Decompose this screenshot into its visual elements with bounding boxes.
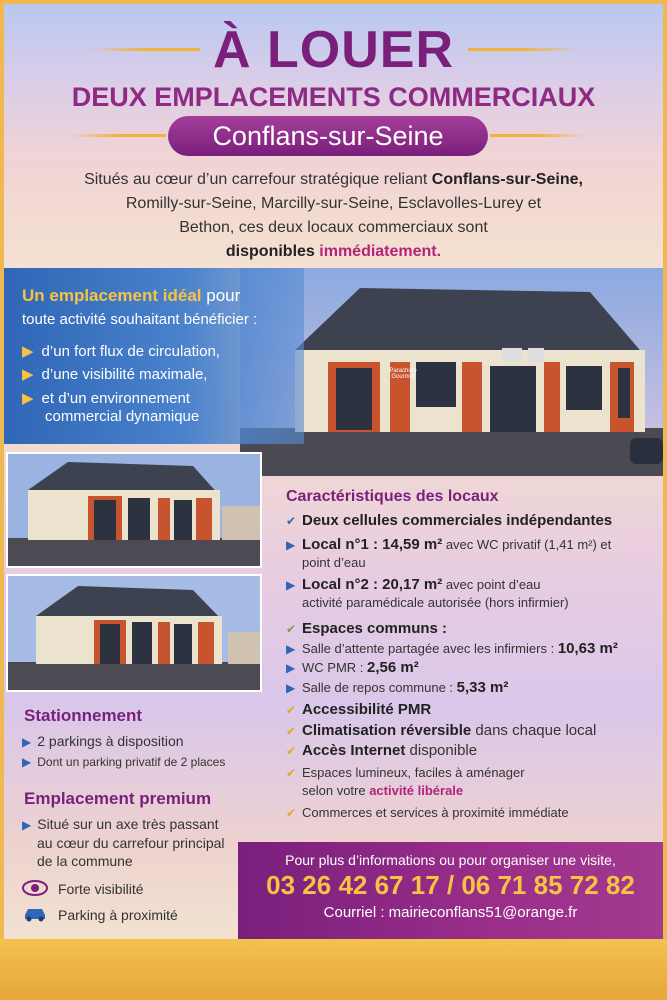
contact-email[interactable]: Courriel : mairieconflans51@orange.fr [323, 904, 578, 921]
premium-line1: Situé sur un axe très passant [37, 816, 219, 832]
feature-clim [286, 722, 646, 740]
eye-icon [22, 880, 48, 900]
local1-bold: Local n°1 : 14,59 m² [302, 536, 443, 553]
clim-rest: dans chaque local [471, 722, 597, 739]
feature-cells [286, 512, 646, 530]
arrow-icon: ▶ [286, 578, 296, 592]
poster-title: À LOUER [213, 21, 454, 79]
check-icon: ✔ [286, 806, 297, 820]
town-rule-left [70, 134, 166, 137]
intro-line1b: Conflans-sur-Seine, [431, 171, 583, 188]
ideal-item-3 [22, 390, 190, 408]
feature-cells-text: Deux cellules commerciales indépendantes [302, 512, 613, 529]
local2-line2: activité paramédicale autorisée (hors infirmier) [302, 595, 569, 610]
check-icon: ✔ [286, 724, 297, 738]
visibility-text: Forte visibilité [58, 881, 144, 897]
arrow-icon: ▶ [22, 343, 34, 360]
premium-heading: Emplacement premium [24, 789, 212, 808]
light2a: selon votre [302, 783, 370, 798]
premium-text [22, 815, 225, 870]
poster-subtitle: DEUX EMPLACEMENTS COMMERCIAUX [71, 82, 596, 112]
feature-services [286, 804, 646, 822]
arrow-icon: ▶ [286, 661, 296, 675]
feature-common [286, 620, 646, 638]
features-heading: Caractéristiques des locaux [286, 488, 499, 505]
arrow-icon: ▶ [286, 642, 296, 656]
town-badge: Conflans-sur-Seine [168, 116, 488, 156]
feature-internet [286, 742, 646, 760]
intro-line3: Bethon, ces deux locaux commerciaux sont [179, 219, 488, 236]
local1-rest: avec WC privatif (1,41 m²) et [442, 537, 612, 552]
net-rest: disponible [405, 742, 478, 759]
intro-line2: Romilly-sur-Seine, Marcilly-sur-Seine, Esclavolles-Lurey et [125, 195, 542, 212]
ideal-item-2 [22, 366, 207, 384]
intro-text [40, 168, 627, 264]
ideal-heading-rest: pour [201, 286, 241, 305]
check-icon: ✔ [286, 514, 297, 528]
premium-parking [22, 906, 178, 926]
premium-visibility [22, 880, 144, 900]
premium-line2: au cœur du carrefour principal [37, 835, 225, 851]
common3-value: 5,33 m² [456, 679, 509, 696]
local2-rest: avec point d’eau [442, 577, 541, 592]
frame-bottom [0, 939, 667, 1000]
feature-local1 [286, 536, 646, 572]
arrow-icon: ▶ [22, 735, 32, 749]
common-2 [286, 659, 646, 677]
contact-line1: Pour plus d’informations ou pour organiser une visite, [285, 852, 616, 868]
feature-local2 [286, 576, 646, 612]
ideal-item-2-text: d’une visibilité maximale, [41, 366, 208, 383]
local2-bold: Local n°2 : 20,17 m² [302, 576, 443, 593]
arrow-icon: ▶ [22, 390, 34, 407]
feature-pmr [286, 701, 646, 719]
common2-value: 2,56 m² [367, 659, 419, 676]
common-3 [286, 679, 646, 697]
parking-item-1-text: 2 parkings à disposition [37, 733, 184, 749]
arrow-icon: ▶ [286, 681, 296, 695]
arrow-icon: ▶ [286, 538, 296, 552]
parking-item-1 [22, 732, 184, 751]
arrow-icon: ▶ [22, 366, 34, 383]
common1-text: Salle d’attente partagée avec les infirmiers : [302, 641, 558, 656]
check-icon: ✔ [286, 703, 297, 717]
common1-value: 10,63 m² [557, 640, 618, 657]
check-icon: ✔ [286, 766, 297, 780]
light1: Espaces lumineux, faciles à aménager [302, 765, 525, 780]
net-bold: Accès Internet [302, 742, 406, 759]
car-icon [22, 906, 48, 926]
common-text: Espaces communs : [302, 620, 448, 637]
parking-heading: Stationnement [24, 706, 143, 725]
side-photo-2 [6, 574, 262, 692]
intro-line4b: immédiatement. [319, 243, 442, 260]
ideal-heading [22, 286, 240, 306]
light2b: activité libérale [369, 783, 464, 798]
intro-line4a: disponibles [225, 243, 315, 260]
premium-line3: de la commune [37, 853, 133, 869]
ideal-line2: toute activité souhaitant bénéficier : [22, 311, 258, 328]
pmr-text: Accessibilité PMR [302, 701, 432, 718]
side-photo-1 [6, 452, 262, 568]
ideal-item-3-text: et d’un environnement [41, 390, 190, 407]
common3-text: Salle de repos commune : [302, 680, 457, 695]
common2-text: WC PMR : [302, 660, 367, 675]
check-icon: ✔ [286, 622, 297, 636]
ideal-item-1 [22, 343, 220, 361]
clim-bold: Climatisation réversible [302, 722, 472, 739]
frame-right [663, 0, 667, 1000]
parking-item-2-text: Dont un parking privatif de 2 places [37, 755, 226, 769]
arrow-icon: ▶ [22, 818, 32, 832]
town-rule-right [490, 134, 586, 137]
parking-text: Parking à proximité [58, 907, 178, 923]
local1-line2: point d’eau [302, 555, 366, 570]
services-text: Commerces et services à proximité immédiate [302, 805, 569, 820]
feature-light [286, 764, 646, 800]
check-icon: ✔ [286, 744, 297, 758]
ideal-item-4: commercial dynamique [45, 408, 200, 425]
arrow-icon: ▶ [22, 755, 32, 769]
parking-item-2 [22, 753, 225, 771]
ideal-heading-bold: Un emplacement idéal [22, 286, 202, 305]
intro-line1a: Situés au cœur d’un carrefour stratégique reliant [84, 171, 432, 188]
ideal-item-1-text: d’un fort flux de circulation, [41, 343, 220, 360]
contact-phones[interactable]: 03 26 42 67 17 / 06 71 85 72 82 [266, 870, 635, 900]
shop-sign: Parachute Gourmet [389, 368, 417, 380]
common-1 [286, 640, 646, 658]
